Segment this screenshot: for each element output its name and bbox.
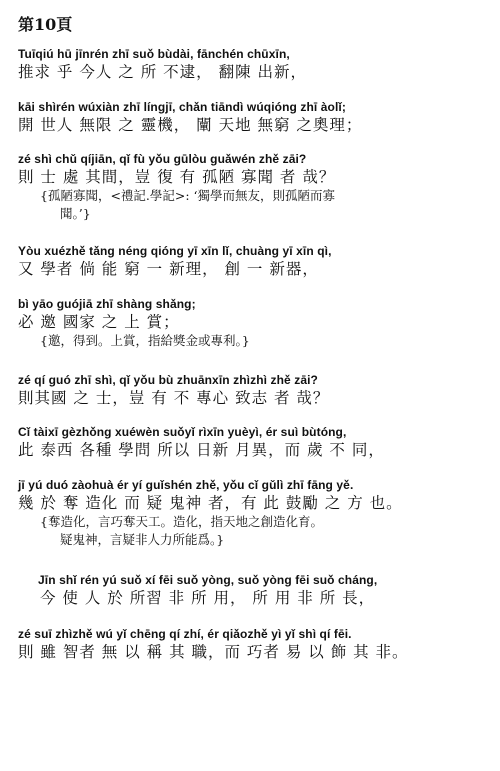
verse-block — [18, 297, 488, 350]
annotation-line: {孤陋寡聞，<禮記.學記>: ‘獨學而無友，則孤陋而寡 — [40, 188, 336, 203]
pinyin-line: jī yú duó zàohuà ér yí guǐshén zhě, yǒu cǐ gǔlì zhī fāng yě. — [18, 478, 354, 492]
annotation-line: {奪造化，言巧奪天工。造化，指天地之創造化育。 — [40, 514, 323, 529]
pinyin-line: Yòu xuézhě tǎng néng qióng yī xīn lǐ, chuàng yī xīn qì, — [18, 244, 332, 258]
annotation-line: 聞。’} — [60, 206, 91, 221]
hanzi-line: 則 雖 智者 無 以 稱 其 職，而 巧者 易 以 飾 其 非。 — [18, 643, 409, 661]
hanzi-line: 推求 乎 今人 之 所 不逮， 翻陳 出新， — [18, 63, 307, 81]
verse-block — [18, 47, 488, 82]
verse-block — [18, 425, 488, 460]
hanzi-line: 又 學者 倘 能 窮 一 新理， 創 一 新器， — [18, 260, 319, 278]
pinyin-line: zé shì chǔ qíjiān, qǐ fù yǒu gūlòu guǎwén zhě zāi? — [18, 152, 307, 166]
hanzi-line: 幾 於 奪 造化 而 疑 鬼神 者，有 此 鼓勵 之 方 也。 — [18, 494, 403, 512]
pinyin-line: zé suī zhìzhě wú yǐ chēng qí zhí, ér qiǎozhě yì yǐ shì qí fēi. — [18, 627, 352, 641]
pinyin-line: zé qí guó zhī shì, qǐ yǒu bù zhuānxīn zhìzhì zhě zāi? — [18, 373, 318, 387]
pinyin-line: Cǐ tàixī gèzhǒng xuéwèn suǒyǐ rìxīn yuèyì, ér suì bùtóng, — [18, 425, 347, 439]
pinyin-line: Jīn shǐ rén yú suǒ xí fēi suǒ yòng, suǒ yòng fēi suǒ cháng, — [38, 573, 378, 587]
hanzi-line: 開 世人 無限 之 靈機， 闡 天地 無窮 之奧理； — [18, 116, 363, 134]
pinyin-line: kāi shìrén wúxiàn zhī língjī, chǎn tiāndì wúqióng zhī àolǐ; — [18, 100, 346, 114]
hanzi-line: 此 泰西 各種 學問 所以 日新 月異，而 歲 不 同， — [18, 441, 385, 459]
annotation-line: 疑鬼神，言疑非人力所能爲。} — [60, 532, 225, 547]
pinyin-line: bì yāo guójiā zhī shàng shǎng; — [18, 297, 196, 311]
verse-block — [18, 573, 488, 608]
page-title: 第10頁 — [18, 15, 73, 34]
hanzi-line: 必 邀 國家 之 上 賞； — [18, 313, 180, 331]
annotation-line: {邀，得到。上賞，指給獎金或專利。} — [40, 333, 250, 348]
verse-block — [18, 152, 488, 223]
hanzi-line: 則 士 處 其間，豈 復 有 孤陋 寡聞 者 哉？ — [18, 168, 336, 186]
verse-block — [18, 244, 488, 279]
pinyin-line: Tuīqiú hū jīnrén zhī suǒ bùdài, fānchén chūxīn, — [18, 47, 290, 61]
verse-block — [18, 627, 488, 662]
verse-block — [18, 100, 488, 135]
hanzi-line: 今 使 人 於 所習 非 所 用， 所 用 非 所 長， — [40, 589, 376, 607]
verse-block — [18, 478, 488, 549]
hanzi-line: 則其國 之 士，豈 有 不 專心 致志 者 哉？ — [18, 389, 330, 407]
verse-block — [18, 373, 488, 408]
